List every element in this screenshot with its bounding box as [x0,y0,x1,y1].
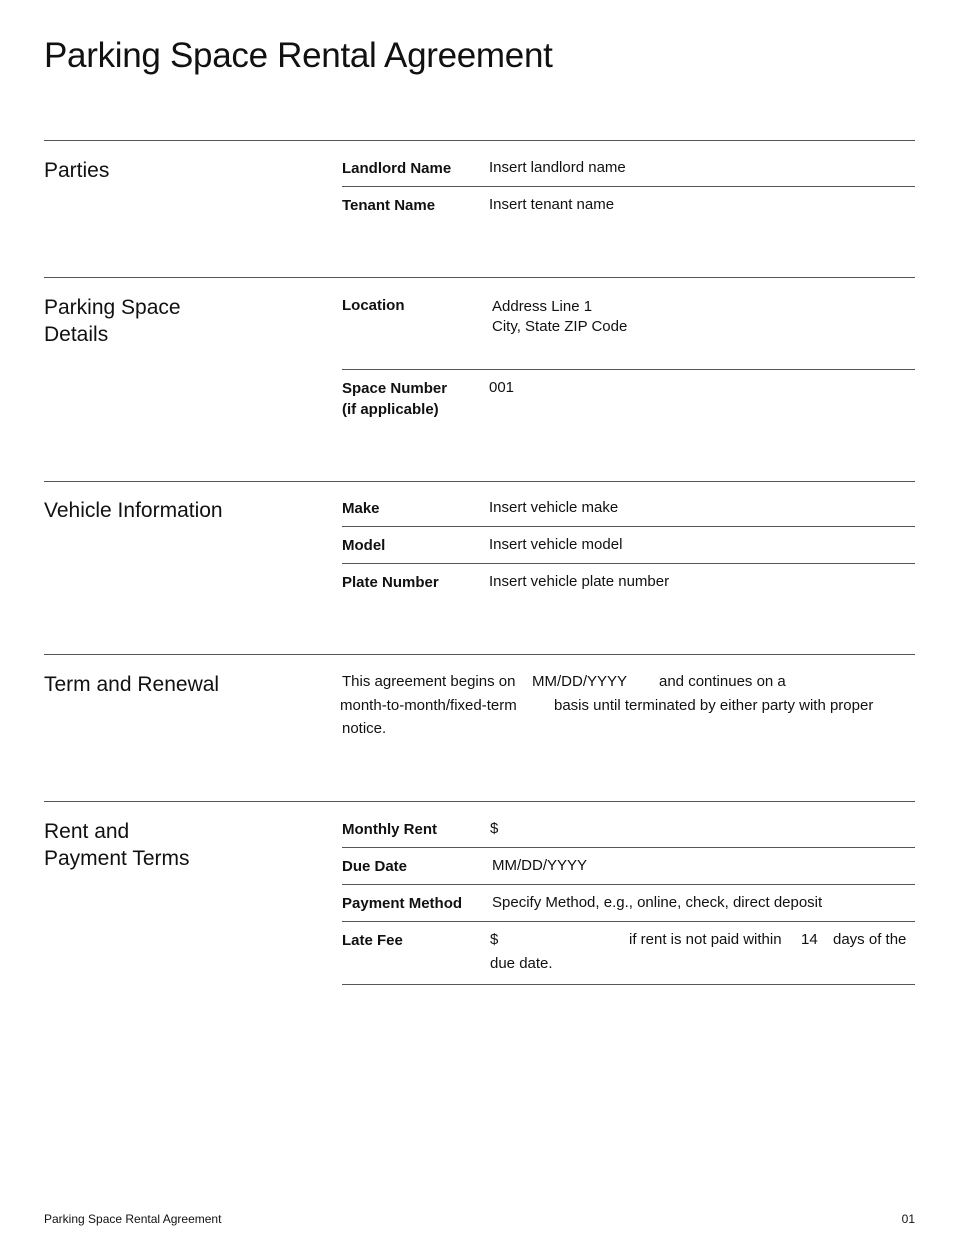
section-divider [44,277,915,278]
plate-number-label: Plate Number [342,574,439,591]
plate-number-field[interactable]: Insert vehicle plate number [489,573,670,590]
monthly-rent-label: Monthly Rent [342,821,437,838]
field-divider [342,921,915,922]
location-label: Location [342,297,405,314]
section-divider [44,140,915,141]
late-fee-label: Late Fee [342,932,403,949]
late-fee-text: days of the [833,931,907,948]
section-divider [44,481,915,482]
late-fee-days-field[interactable]: 14 [801,931,818,948]
page-title: Parking Space Rental Agreement [44,36,553,75]
start-date-field[interactable]: MM/DD/YYYY [532,673,628,690]
page-number: 01 [901,1212,915,1226]
section-heading-line: Parking Space [44,296,181,319]
section-heading-parking [44,294,181,348]
term-text: notice. [342,720,387,737]
field-divider [342,186,915,187]
payment-method-field[interactable]: Specify Method, e.g., online, check, direct deposit [492,894,823,911]
field-divider [342,884,915,885]
section-heading-parties: Parties [44,159,110,182]
section-heading-line: Payment Terms [44,847,190,870]
term-text: This agreement begins on [342,673,516,690]
section-divider [44,654,915,655]
due-date-label: Due Date [342,858,408,875]
space-number-label-line: (if applicable) [342,401,439,418]
term-text: basis until terminated by either party with proper [554,697,874,714]
space-number-label-line: Space Number [342,380,448,397]
model-label: Model [342,537,386,554]
field-divider [342,984,915,985]
section-divider [44,801,915,802]
late-fee-field[interactable]: $ [490,931,499,948]
term-type-field[interactable]: month-to-month/fixed-term [340,697,517,714]
space-number-field[interactable]: 001 [489,379,515,396]
make-label: Make [342,500,380,517]
tenant-name-label: Tenant Name [342,197,436,214]
field-divider [342,563,915,564]
model-field[interactable]: Insert vehicle model [489,536,623,553]
section-heading-rent [44,818,190,872]
footer-title: Parking Space Rental Agreement [44,1212,222,1226]
section-heading-vehicle: Vehicle Information [44,499,223,522]
landlord-name-field[interactable]: Insert landlord name [489,159,626,176]
field-divider [342,369,915,370]
address-line-1: Address Line 1 [492,298,593,315]
field-divider [342,847,915,848]
space-number-label [342,378,447,420]
late-fee-text: due date. [490,955,553,972]
monthly-rent-field[interactable]: $ [490,820,499,837]
term-text: and continues on a [659,673,786,690]
landlord-name-label: Landlord Name [342,160,452,177]
section-heading-line: Details [44,323,109,346]
tenant-name-field[interactable]: Insert tenant name [489,196,615,213]
late-fee-text: if rent is not paid within [629,931,782,948]
address-line-2: City, State ZIP Code [492,318,628,335]
due-date-field[interactable]: MM/DD/YYYY [492,857,588,874]
section-heading-term: Term and Renewal [44,673,220,696]
section-heading-line: Rent and [44,820,130,843]
location-field[interactable] [492,297,627,337]
make-field[interactable]: Insert vehicle make [489,499,619,516]
field-divider [342,526,915,527]
payment-method-label: Payment Method [342,895,463,912]
